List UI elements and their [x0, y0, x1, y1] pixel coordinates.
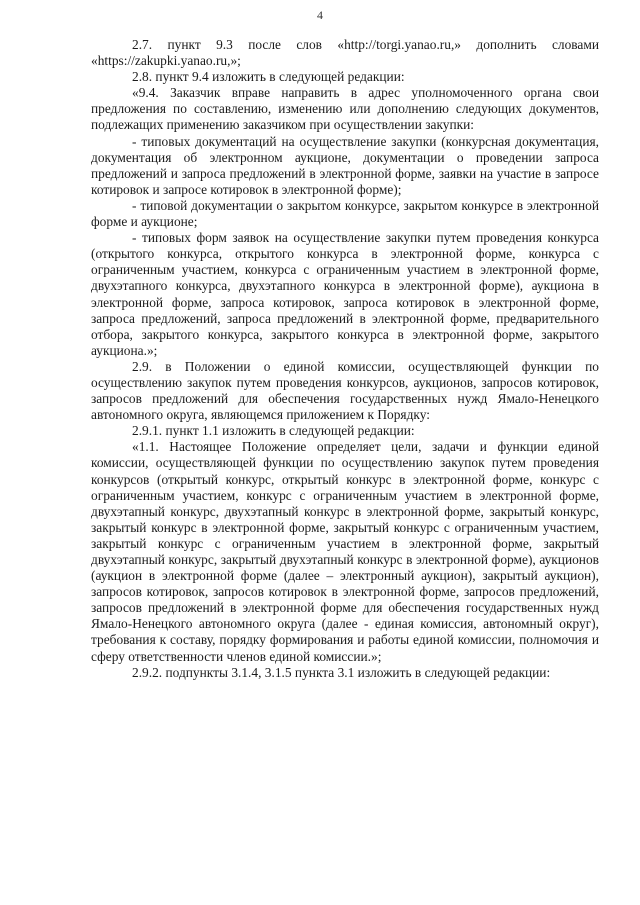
paragraph-2-9-1: 2.9.1. пункт 1.1 изложить в следующей редакции:	[132, 423, 415, 439]
document-body	[91, 37, 599, 681]
list-item-application-forms: - типовых форм заявок на осуществление закупки путем проведения конкурса (открытого конкурса, открытого конкурса в электронной форме, конкурса с ограниченным участием, конкурса с ограниченным участием в электронной форме, двухэтапного конкурса, двухэтапного конкурса в электронной форме), аукциона в электронной форме, запроса котировок, запроса котировок в электронной форме, запроса предложений, запроса предложений в электронной форме, предварительного отбора, закрытого конкурса, закрытого конкурса в электронной форме, закрытого аукциона.»;	[91, 230, 599, 358]
paragraph-2-8: 2.8. пункт 9.4 изложить в следующей редакции:	[132, 69, 405, 85]
paragraph-2-9-2: 2.9.2. подпункты 3.1.4, 3.1.5 пункта 3.1 изложить в следующей редакции:	[132, 664, 551, 680]
paragraph-1-1: «1.1. Настоящее Положение определяет цели, задачи и функции единой комиссии, осуществляющей функции по осуществлению закупок путем проведения конкурсов (открытый конкурс, открытый конкурс в электронной форме, конкурс с ограниченным участием, конкурс с ограниченным участием в электронной форме, двухэтапный конкурс, двухэтапный конкурс в электронной форме, закрытый конкурс, закрытый конкурс в электронной форме, закрытый конкурс с ограниченным участием, закрытый конкурс с ограниченным участием в электронной форме, закрытый двухэтапный конкурс, закрытый двухэтапный конкурс в электронной форме), аукционов (аукцион в электронной форме (далее – электронный аукцион), закрытый аукцион), запросов котировок, запросов котировок в электронной форме, запросов предложений, запросов предложений в электронной форме для обеспечения государственных нужд Ямало-Ненецкого автономного округа (далее - единая комиссия, автономный округ), требования к составу, порядку формирования и работы единой комиссии, полномочия и сферу ответственности членов единой комиссии.»;	[91, 439, 599, 664]
paragraph-2-7: 2.7. пункт 9.3 после слов «http://torgi.yanao.ru,» дополнить словами «https://zakupki.yanao.ru,»;	[91, 37, 599, 69]
list-item-closed-contest-docs: - типовой документации о закрытом конкурсе, закрытом конкурсе в электронной форме и аукционе;	[91, 197, 599, 230]
page-number: 4	[317, 8, 323, 22]
list-item-typical-docs: - типовых документаций на осуществление закупки (конкурсная документация, документация об электронном аукционе, документации о проведении запроса предложений и запроса предложений в электронной форме, заявки на участие в запросе котировок и запросе котировок в электронной форме);	[91, 133, 599, 197]
paragraph-9-4: «9.4. Заказчик вправе направить в адрес уполномоченного органа свои предложения по составлению, изменению или дополнению следующих документов, подлежащих применению заказчиком при осуществлении закупки:	[91, 85, 599, 133]
paragraph-2-9: 2.9. в Положении о единой комиссии, осуществляющей функции по осуществлению закупок путем проведения конкурсов, аукционов, запросов котировок, запросов предложений для обеспечения государственных нужд Ямало-Ненецкого автономного округа, являющемся приложением к Порядку:	[91, 358, 599, 423]
